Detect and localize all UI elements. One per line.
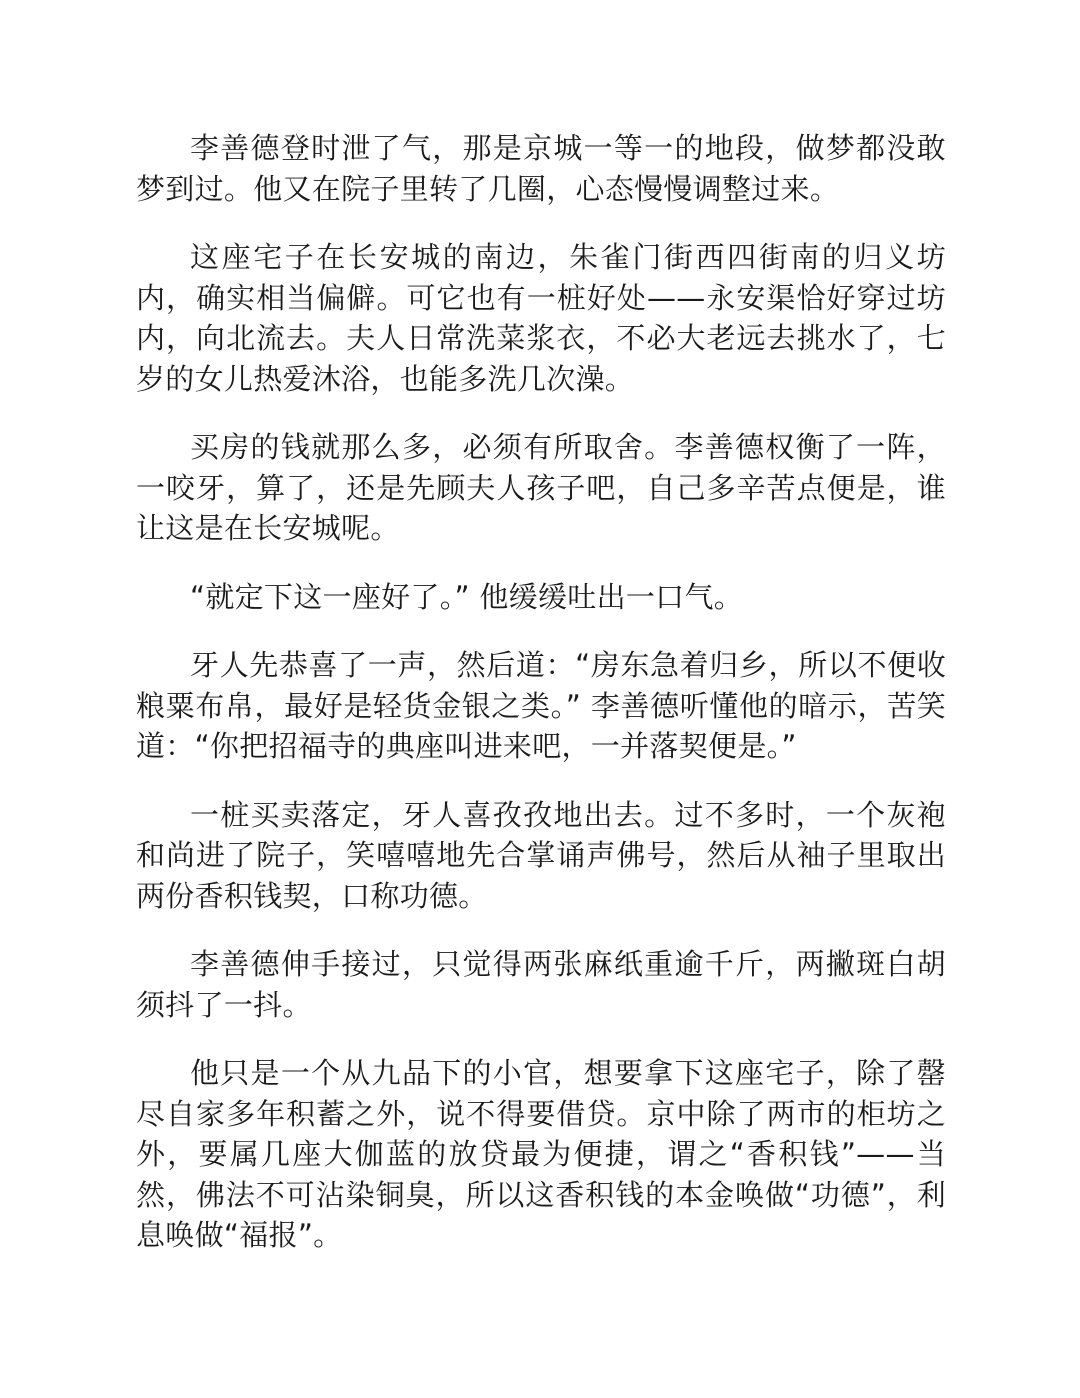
paragraph-2: 这座宅子在长安城的南边，朱雀门街西四街南的归义坊内，确实相当偏僻。可它也有一桩好处——永安渠恰好穿过坊内，向北流去。夫人日常洗菜浆衣，不必大老远去挑水了，七岁的女儿热爱沐浴，也能多洗几次澡。 [136,240,946,396]
paragraph-1: 李善德登时泄了气，那是京城一等一的地段，做梦都没敢梦到过。他又在院子里转了几圈，心态慢慢调整过来。 [136,131,946,206]
paragraph-7: 李善德伸手接过，只觉得两张麻纸重逾千斤，两撇斑白胡须抖了一抖。 [136,947,946,1022]
paragraph-4: “就定下这一座好了。” 他缓缓吐出一口气。 [190,579,744,614]
paragraph-3: 买房的钱就那么多，必须有所取舍。李善德权衡了一阵，一咬牙，算了，还是先顾夫人孩子吧，自己多辛苦点便是，谁让这是在长安城呢。 [136,430,946,545]
paragraph-8: 他只是一个从九品下的小官，想要拿下这座宅子，除了罄尽自家多年积蓄之外，说不得要借贷。京中除了两市的柜坊之外，要属几座大伽蓝的放贷最为便捷，谓之“香积钱”——当然，佛法不可沾染铜臭，所以这香积钱的本金唤做“功德”，利息唤做“福报”。 [136,1056,946,1252]
paragraph-5: 牙人先恭喜了一声，然后道：“房东急着归乡，所以不便收粮粟布帛，最好是轻货金银之类。” 李善德听懂他的暗示，苦笑道：“你把招福寺的典座叫进来吧，一并落契便是。” [136,648,946,763]
paragraph-6: 一桩买卖落定，牙人喜孜孜地出去。过不多时，一个灰袍和尚进了院子，笑嘻嘻地先合掌诵声佛号，然后从袖子里取出两份香积钱契，口称功德。 [136,797,946,913]
